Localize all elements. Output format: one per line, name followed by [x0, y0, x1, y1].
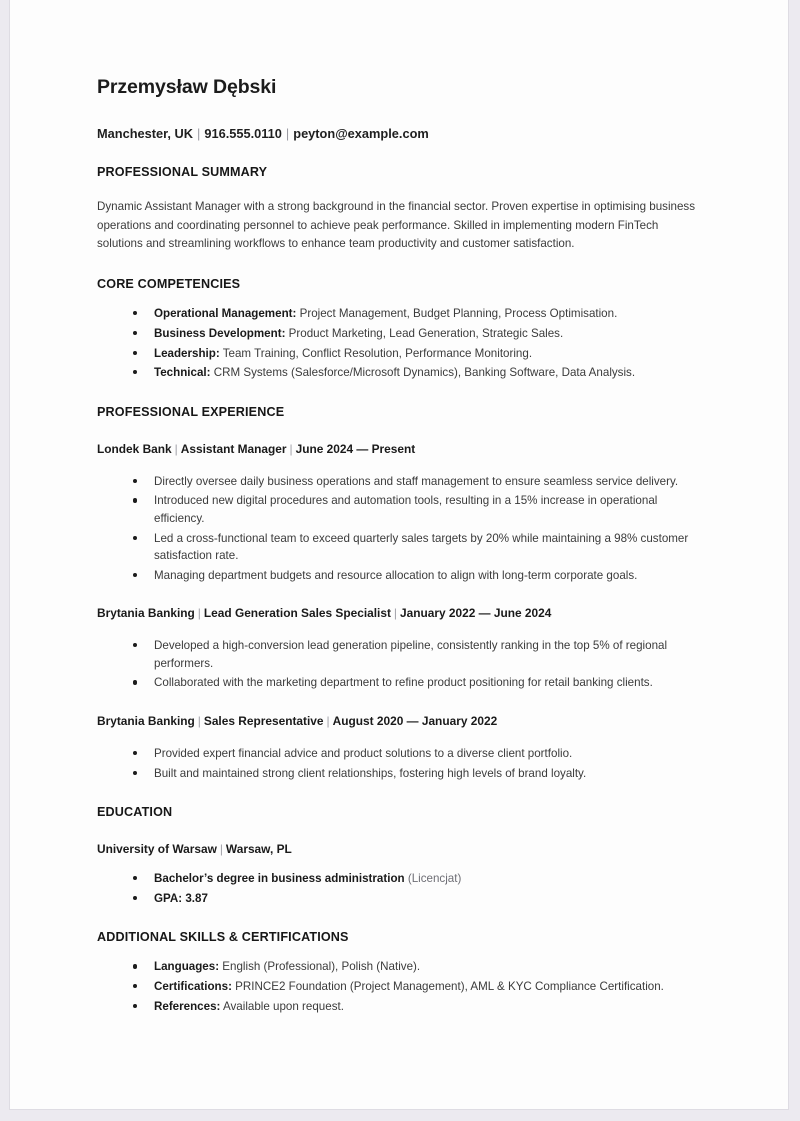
experience-dates: June 2024 — Present [295, 441, 416, 456]
bullet-dot-icon [133, 573, 137, 577]
contact-separator-1: | [197, 126, 201, 142]
bullet-dot-icon [133, 876, 137, 880]
experience-company: Brytania Banking [97, 606, 195, 621]
candidate-name: Przemysław Dębski [97, 76, 277, 98]
experience-dates: January 2022 — June 2024 [400, 606, 552, 621]
skill-item [97, 958, 709, 976]
competency-item-label: Business Development: [154, 326, 286, 340]
section-additional-skills [97, 930, 709, 1015]
experience-bullet [97, 674, 709, 692]
experience-entry [97, 714, 709, 782]
summary-text: Dynamic Assistant Manager with a strong background in the financial sector. Proven expertise in optimising business operations and coordinating personnel to achieve peak performance. Skilled in implementing modern FinTech solutions and streamlining workflows to enhance team productivity and customer satisfaction. [97, 199, 696, 251]
experience-bullet [97, 745, 709, 763]
experience-dates: August 2020 — January 2022 [332, 714, 498, 729]
contact-email[interactable]: peyton@example.com [293, 126, 429, 142]
bullet-dot-icon [133, 498, 137, 502]
skill-item-text: English (Professional), Polish (Native). [219, 960, 421, 974]
education-separator: | [219, 842, 223, 857]
experience-bullet [97, 637, 709, 672]
competency-item-text: CRM Systems (Salesforce/Microsoft Dynamics), Banking Software, Data Analysis. [210, 366, 636, 380]
experience-separator: | [197, 714, 201, 729]
experience-role: Assistant Manager [180, 441, 287, 456]
skill-item [97, 998, 709, 1016]
bullet-dot-icon [133, 331, 137, 335]
experience-company: Brytania Banking [97, 714, 195, 729]
bullet-dot-icon [133, 311, 137, 315]
bullet-dot-icon [133, 751, 137, 755]
skill-item-label: References: [154, 999, 221, 1013]
section-title-summary: PROFESSIONAL SUMMARY [97, 164, 268, 179]
competency-item [97, 345, 709, 363]
experience-bullet [97, 765, 709, 783]
contact-line [97, 126, 709, 141]
competencies-list [97, 305, 709, 381]
experience-entry [97, 606, 709, 692]
experience-bullet [97, 473, 709, 491]
experience-bullet-list [97, 745, 709, 782]
experience-bullet-list [97, 637, 709, 692]
skills-list [97, 958, 709, 1015]
skill-item [97, 978, 709, 996]
competency-item-text: Team Training, Conflict Resolution, Performance Monitoring. [219, 346, 533, 360]
section-core-competencies [97, 277, 709, 382]
contact-location: Manchester, UK [97, 126, 194, 142]
experience-bullet-text: Introduced new digital procedures and automation tools, resulting in a 15% increase in operational efficiency. [154, 494, 658, 525]
bullet-dot-icon [133, 370, 137, 374]
experience-entry [97, 442, 709, 585]
bullet-dot-icon [133, 964, 137, 968]
bullet-dot-icon [133, 896, 137, 900]
experience-bullet-text: Managing department budgets and resource allocation to align with long-term corporate goals. [154, 568, 638, 582]
experience-bullet-text: Developed a high-conversion lead generation pipeline, consistently ranking in the top 5% of regional performers. [154, 639, 668, 670]
education-list [97, 870, 709, 907]
competency-item-label: Leadership: [154, 346, 220, 360]
contact-phone: 916.555.0110 [204, 126, 282, 142]
education-item-label: Bachelor’s degree in business administration [154, 872, 405, 886]
section-professional-experience [97, 405, 709, 782]
skill-item-label: Languages: [154, 960, 220, 974]
section-title-skills: ADDITIONAL SKILLS & CERTIFICATIONS [97, 930, 349, 945]
education-item [97, 890, 709, 908]
skill-item-text: PRINCE2 Foundation (Project Management), AML & KYC Compliance Certification. [231, 980, 664, 994]
experience-role: Sales Representative [203, 714, 324, 729]
resume-content [97, 76, 709, 1017]
resume-page [9, 0, 789, 1110]
experience-bullet [97, 567, 709, 585]
section-title-competencies: CORE COMPETENCIES [97, 277, 241, 292]
experience-separator: | [197, 606, 201, 621]
section-title-experience: PROFESSIONAL EXPERIENCE [97, 404, 285, 419]
bullet-dot-icon [133, 771, 137, 775]
experience-separator: | [393, 606, 398, 621]
bullet-dot-icon [133, 536, 137, 540]
bullet-dot-icon [133, 643, 137, 647]
education-school: University of Warsaw [97, 842, 217, 857]
experience-bullet-text: Led a cross-functional team to exceed quarterly sales targets by 20% while maintaining a 98% customer satisfaction rate. [154, 531, 689, 563]
competency-item [97, 305, 709, 323]
experience-role: Lead Generation Sales Specialist [203, 606, 391, 621]
education-item [97, 870, 709, 888]
experience-bullet [97, 530, 709, 565]
experience-bullet-text: Provided expert financial advice and product solutions to a diverse client portfolio. [154, 746, 573, 760]
bullet-dot-icon [133, 984, 137, 988]
section-professional-summary [97, 165, 709, 254]
competency-item [97, 364, 709, 382]
bullet-dot-icon [133, 1004, 137, 1008]
experience-bullet [97, 492, 709, 527]
experience-separator: | [174, 441, 178, 456]
experience-bullet-list [97, 473, 709, 585]
education-item-text: (Licencjat) [404, 872, 462, 886]
experience-bullet-text: Directly oversee daily business operations and staff management to ensure seamless service delivery. [154, 474, 679, 488]
experience-bullet-text: Built and maintained strong client relationships, fostering high levels of brand loyalty. [154, 766, 587, 780]
competency-item-label: Operational Management: [154, 307, 297, 321]
competency-item [97, 325, 709, 343]
skill-item-label: Certifications: [154, 980, 232, 994]
experience-separator: | [289, 441, 293, 456]
experience-company: Londek Bank [97, 441, 172, 456]
bullet-dot-icon [133, 680, 137, 684]
experience-separator: | [326, 714, 330, 729]
competency-item-label: Technical: [154, 366, 211, 380]
experience-list [97, 442, 709, 782]
experience-entry-heading [97, 442, 709, 457]
competency-item-text: Product Marketing, Lead Generation, Strategic Sales. [285, 326, 564, 340]
experience-bullet-text: Collaborated with the marketing department to refine product positioning for retail banking clients. [154, 676, 653, 690]
education-location: Warsaw, PL [225, 842, 292, 857]
bullet-dot-icon [133, 351, 137, 355]
education-item-label: GPA: 3.87 [154, 891, 208, 905]
bullet-dot-icon [133, 479, 137, 483]
competency-item-text: Project Management, Budget Planning, Process Optimisation. [296, 307, 618, 321]
section-education [97, 805, 709, 907]
education-entry-heading [97, 842, 709, 857]
section-title-education: EDUCATION [97, 805, 173, 820]
experience-entry-heading [97, 714, 709, 729]
skill-item-text: Available upon request. [220, 999, 344, 1013]
experience-entry-heading [97, 606, 709, 621]
contact-separator-2: | [285, 126, 290, 142]
